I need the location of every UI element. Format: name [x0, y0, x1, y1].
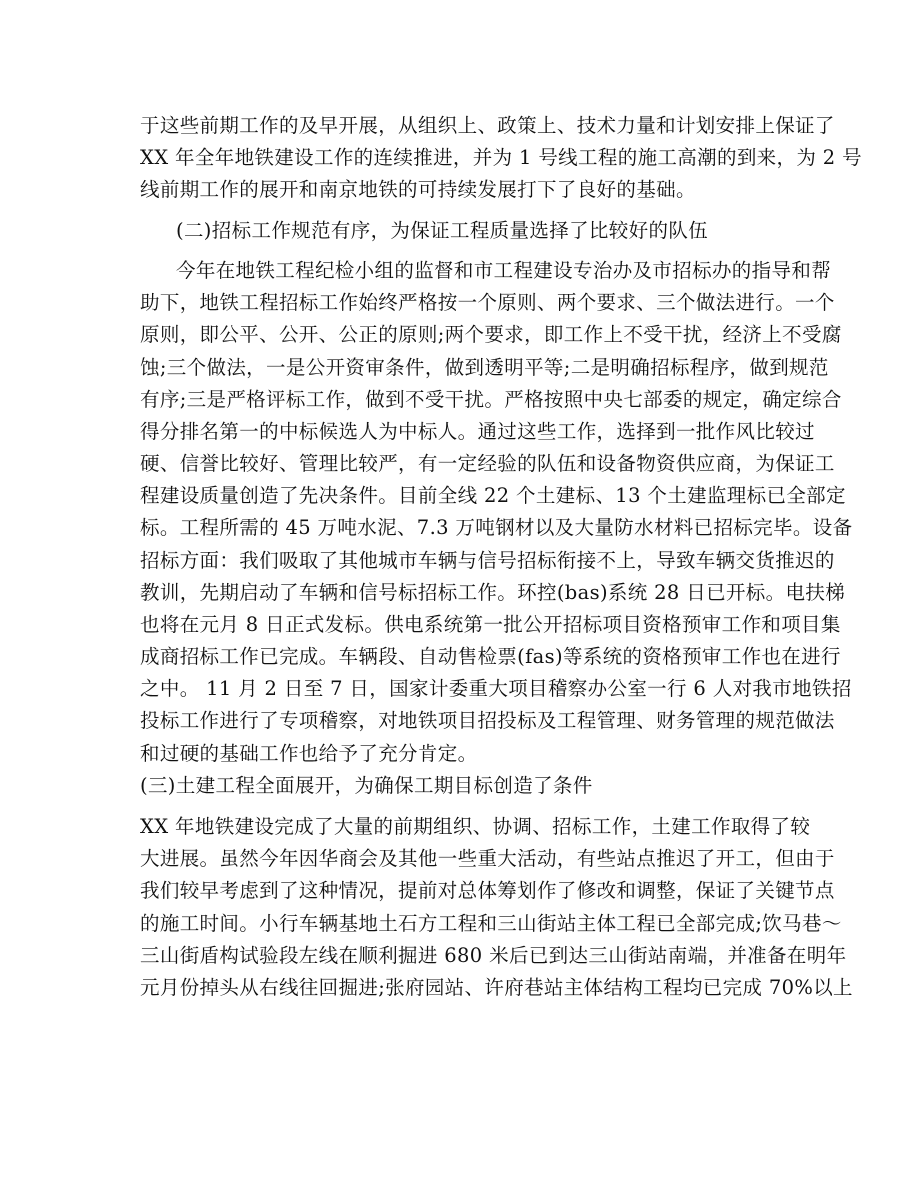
text-line: 三山街盾构试验段左线在顺利掘进 680 米后已到达三山街站南端，并准备在明年 [140, 944, 847, 967]
text-line: 元月份掉头从右线往回掘进;张府园站、许府巷站主体结构工程均已完成 70%以上 [140, 976, 853, 999]
text-line: 招标方面：我们吸取了其他城市车辆与信号招标衔接不上，导致车辆交货推迟的 [140, 549, 835, 572]
text-line: 我们较早考虑到了这种情况，提前对总体筹划作了修改和调整，保证了关键节点 [140, 879, 835, 902]
section-heading: (二)招标工作规范有序，为保证工程质量选择了比较好的队伍 [176, 219, 709, 242]
text-line: 教训，先期启动了车辆和信号标招标工作。环控(bas)系统 28 日已开标。电扶梯 [140, 581, 846, 604]
text-line: 得分排名第一的中标候选人为中标人。通过这些工作，选择到一批作风比较过 [140, 420, 815, 443]
text-line: 线前期工作的展开和南京地铁的可持续发展打下了良好的基础。 [140, 178, 696, 201]
text-line: 蚀;三个做法，一是公开资审条件，做到透明平等;二是明确招标程序，做到规范 [140, 356, 829, 379]
text-line: XX 年地铁建设完成了大量的前期组织、协调、招标工作，土建工作取得了较 [140, 815, 811, 838]
text-line: 之中。 11 月 2 日至 7 日，国家计委重大项目稽察办公室一行 6 人对我市地铁招 [140, 677, 852, 700]
text-line: 今年在地铁工程纪检小组的监督和市工程建设专治办及市招标办的指导和帮 [176, 259, 832, 282]
text-line: 标。工程所需的 45 万吨水泥、7.3 万吨钢材以及大量防水材料已招标完毕。设备 [140, 516, 853, 539]
text-line: 程建设质量创造了先决条件。目前全线 22 个土建标、13 个土建监理标已全部定 [140, 484, 846, 507]
text-line: 也将在元月 8 日正式发标。供电系统第一批公开招标项目资格预审工作和项目集 [140, 613, 841, 636]
text-line: (三)土建工程全面展开，为确保工期目标创造了条件 [140, 774, 593, 797]
text-line: 助下，地铁工程招标工作始终严格按一个原则、两个要求、三个做法进行。一个 [140, 291, 835, 314]
text-line: 和过硬的基础工作也给予了充分肯定。 [140, 742, 478, 765]
text-line: 原则，即公平、公开、公正的原则;两个要求，即工作上不受干扰，经济上不受腐 [140, 323, 842, 346]
text-line: 的施工时间。小行车辆基地土石方工程和三山街站主体工程已全部完成;饮马巷～ [140, 912, 842, 935]
text-line: 投标工作进行了专项稽察，对地铁项目招投标及工程管理、财务管理的规范做法 [140, 709, 835, 732]
text-line: 大进展。虽然今年因华商会及其他一些重大活动，有些站点推迟了开工，但由于 [140, 847, 835, 870]
text-line: 有序;三是严格评标工作，做到不受干扰。严格按照中央七部委的规定，确定综合 [140, 388, 842, 411]
text-line: 于这些前期工作的及早开展，从组织上、政策上、技术力量和计划安排上保证了 [140, 114, 835, 137]
text-line: 成商招标工作已完成。车辆段、自动售检票(fas)等系统的资格预审工作也在进行 [140, 645, 841, 668]
text-line: 硬、信誉比较好、管理比较严，有一定经验的队伍和设备物资供应商，为保证工 [140, 452, 835, 475]
text-line: XX 年全年地铁建设工作的连续推进，并为 1 号线工程的施工高潮的到来，为 2 号 [140, 146, 862, 169]
